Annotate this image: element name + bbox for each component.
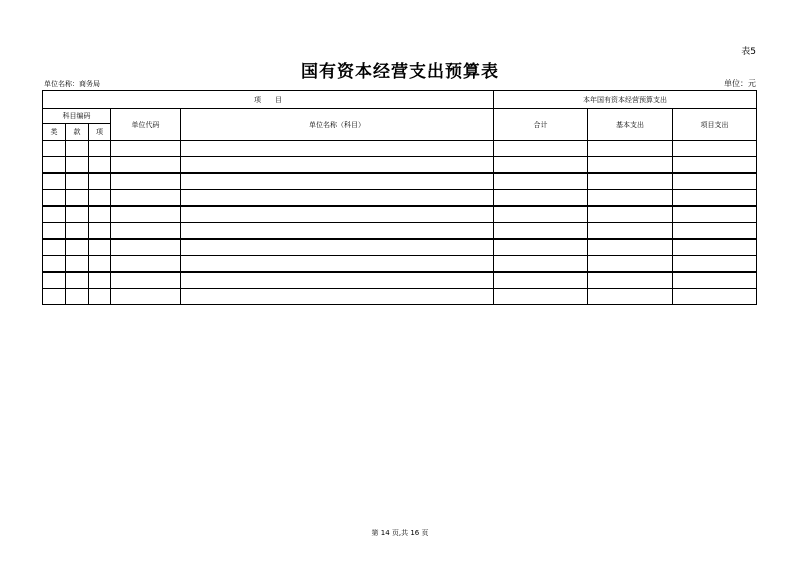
cell-kuan [66,206,89,223]
header-subject-code: 科目编码 [43,109,111,124]
cell-xiang [89,190,111,207]
header-row-1 [43,91,757,109]
cell-basic [588,190,673,207]
table-row [43,157,757,174]
cell-kuan [66,239,89,256]
cell-total [494,190,588,207]
cell-basic [588,206,673,223]
cell-lei [43,272,66,289]
unit-name: 单位名称：商务局 [44,80,100,88]
cell-kuan [66,141,89,157]
cell-unit-code [111,173,181,190]
cell-unit-name [181,239,494,256]
cell-project [673,173,757,190]
cell-unit-name [181,272,494,289]
header-lei: 类 [43,124,66,141]
page-number: 第 14 页,共 16 页 [371,529,429,537]
header-project-expense: 项目支出 [673,109,757,141]
cell-unit-code [111,239,181,256]
cell-unit-name [181,157,494,174]
cell-total [494,173,588,190]
cell-kuan [66,173,89,190]
cell-kuan [66,157,89,174]
cell-basic [588,256,673,273]
cell-unit-code [111,190,181,207]
header-budget-group: 本年国有资本经营预算支出 [494,91,757,109]
cell-basic [588,173,673,190]
cell-basic [588,272,673,289]
cell-unit-name [181,173,494,190]
table-row [43,173,757,190]
cell-total [494,141,588,157]
cell-total [494,223,588,240]
cell-unit-code [111,141,181,157]
cell-xiang [89,289,111,305]
header-unit-name: 单位名称（科目） [181,109,494,141]
table-row [43,206,757,223]
header-kuan: 款 [66,124,89,141]
table-row [43,256,757,273]
cell-kuan [66,190,89,207]
cell-xiang [89,256,111,273]
cell-unit-code [111,256,181,273]
cell-unit-code [111,272,181,289]
cell-total [494,206,588,223]
cell-basic [588,141,673,157]
cell-unit-name [181,206,494,223]
cell-lei [43,223,66,240]
cell-total [494,157,588,174]
cell-unit-name [181,223,494,240]
header-total: 合计 [494,109,588,141]
cell-project [673,157,757,174]
cell-project [673,239,757,256]
table-body [43,141,757,305]
cell-unit-code [111,157,181,174]
budget-table [42,90,757,305]
cell-kuan [66,256,89,273]
cell-kuan [66,289,89,305]
header-project: 项 目 [43,91,494,109]
cell-xiang [89,223,111,240]
cell-lei [43,239,66,256]
cell-project [673,190,757,207]
table-row [43,289,757,305]
cell-xiang [89,239,111,256]
cell-xiang [89,272,111,289]
page-title: 国有资本经营支出预算表 [301,62,499,82]
cell-project [673,256,757,273]
cell-kuan [66,223,89,240]
header-row-2 [43,109,757,124]
cell-basic [588,289,673,305]
cell-unit-code [111,206,181,223]
cell-project [673,289,757,305]
cell-total [494,272,588,289]
cell-lei [43,173,66,190]
cell-unit-name [181,289,494,305]
cell-basic [588,239,673,256]
cell-lei [43,256,66,273]
cell-project [673,141,757,157]
cell-kuan [66,272,89,289]
cell-project [673,206,757,223]
table-row [43,190,757,207]
cell-unit-code [111,289,181,305]
table-row [43,223,757,240]
cell-basic [588,223,673,240]
cell-total [494,239,588,256]
cell-unit-name [181,190,494,207]
cell-xiang [89,157,111,174]
cell-lei [43,206,66,223]
cell-xiang [89,141,111,157]
currency-unit: 单位：元 [724,79,756,88]
table-row [43,272,757,289]
cell-unit-name [181,141,494,157]
table-row [43,239,757,256]
header-xiang: 项 [89,124,111,141]
cell-lei [43,190,66,207]
cell-project [673,272,757,289]
header-basic-expense: 基本支出 [588,109,673,141]
header-unit-code: 单位代码 [111,109,181,141]
cell-unit-code [111,223,181,240]
cell-lei [43,157,66,174]
cell-total [494,256,588,273]
cell-xiang [89,206,111,223]
cell-lei [43,141,66,157]
cell-total [494,289,588,305]
cell-unit-name [181,256,494,273]
table-number: 表5 [741,47,756,57]
cell-basic [588,157,673,174]
cell-project [673,223,757,240]
cell-xiang [89,173,111,190]
cell-lei [43,289,66,305]
table-row [43,141,757,157]
